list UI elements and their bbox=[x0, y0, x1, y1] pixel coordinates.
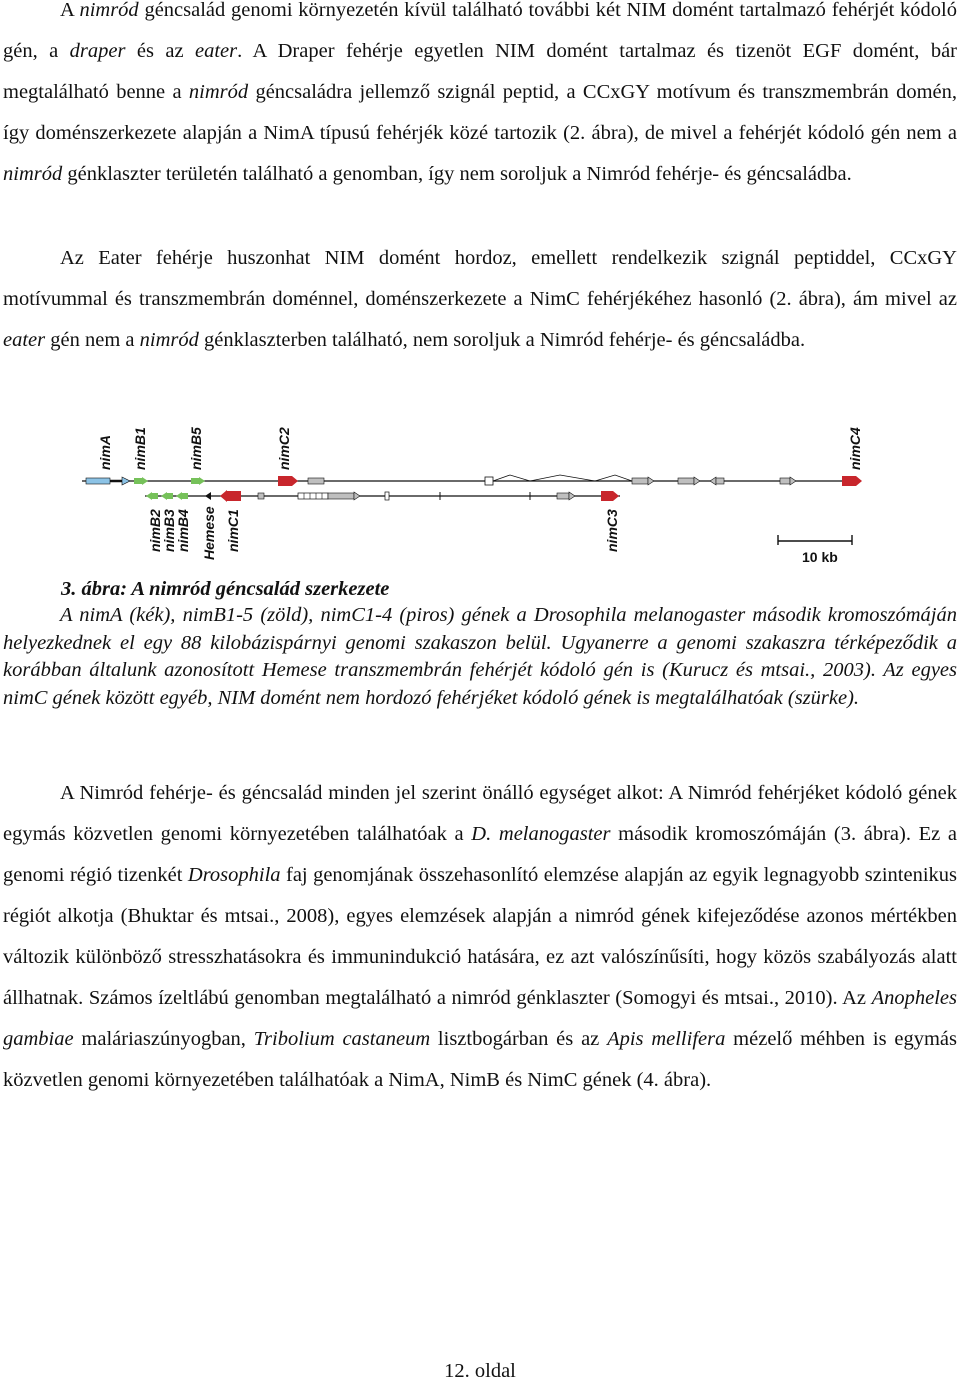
gene-hemese bbox=[205, 492, 211, 500]
gene-label-nimA: nimA bbox=[97, 435, 113, 470]
paragraph-1 bbox=[3, 0, 957, 195]
grey-genes-top bbox=[308, 475, 796, 485]
gene-label-nimB3: nimB3 bbox=[161, 509, 177, 552]
figure-caption-text: A nimA (kék), nimB1-5 (zöld), nimC1-4 (piros) gének a Drosophila melanogaster második kromoszómáján helyezkednek el egy 88 kilobázispárnyi genomi szakaszon belül. Ugyanerre a genomi szakaszra térképeződik a korábban általunk azonosított Hemese transzmembrán fehérjét kódoló gén is (Kurucz és mtsai., 2003). Az egyes nimC gének között egyéb, NIM domént nem hordozó fehérjéket kódoló gének is megtalálhatóak (szürke). bbox=[3, 604, 957, 709]
gene-nimB1 bbox=[134, 477, 148, 485]
gene-nimC2 bbox=[278, 476, 298, 486]
figure-caption-title: 3. ábra: A nimród géncsalád szerkezete bbox=[61, 578, 390, 600]
paragraph-2-text: Az Eater fehérje huszonhat NIM domént hordoz, emellett rendelkezik szignál peptiddel, CCxGY motívummal és transzmembrán doménnel, doménszerkezete a NimC fehérjékéhez hasonló (2. ábra), ám mivel az eater gén nem a nimród génklaszterben található, nem soroljuk a Nimród fehérje- és géncsaládba. bbox=[3, 247, 957, 351]
gene-label-nimC4: nimC4 bbox=[847, 427, 863, 470]
gene-label-nimB5: nimB5 bbox=[188, 427, 204, 470]
scale-bar bbox=[778, 535, 852, 565]
gene-label-nimC1: nimC1 bbox=[225, 509, 241, 552]
gene-nimB5 bbox=[191, 477, 205, 485]
paragraph-2 bbox=[3, 238, 957, 361]
gene-label-nimB2: nimB2 bbox=[147, 509, 163, 552]
gene-nimC3 bbox=[601, 491, 619, 501]
genes-nimB2-B4 bbox=[146, 492, 188, 500]
gene-label-nimC3: nimC3 bbox=[604, 509, 620, 552]
figure-caption-body bbox=[3, 602, 957, 712]
gene-label-nimB1: nimB1 bbox=[132, 427, 148, 470]
gene-nimA bbox=[86, 477, 130, 485]
gene-nimC4 bbox=[842, 476, 862, 486]
page-number: 12. oldal bbox=[444, 1360, 516, 1382]
gene-label-nimB4: nimB4 bbox=[175, 509, 191, 552]
gene-cluster-figure bbox=[60, 420, 880, 570]
paragraph-3 bbox=[3, 773, 957, 1101]
paragraph-3-text: A Nimród fehérje- és géncsalád minden jel szerint önálló egységet alkot: A Nimród fehérjéket kódoló gének egymás közvetlen genomi környezetében találhatóak a D. melanogaster második kromoszómáján (3. ábra). Ez a genomi régió tizenkét Drosophila faj genomjának összehasonlító elemzése alapján az egyik legnagyobb szintenikus régiót alkotja (Bhuktar és mtsai., 2008), egyes elemzések alapján a nimród gének kifejeződése azonos mértékben változik különböző stresszhatásokra és immunindukció hatására, ez azt valószínűsíti, hogy közös szabályozás alatt állhatnak. Számos ízeltlábú genomban megtalálható a nimród génklaszter (Somogyi és mtsai., 2010). Az Anopheles gambiae maláriaszúnyogban, Tribolium castaneum lisztbogárban és az Apis mellifera mézelő méhben is egymás közvetlen genomi környezetében találhatóak a NimA, NimB és NimC gének (4. ábra). bbox=[3, 782, 957, 1091]
paragraph-1-text: A nimród géncsalád genomi környezetén kívül található további két NIM domént tartalmazó fehérjét kódoló gén, a draper és az eater. A Draper fehérje egyetlen NIM domént tartalmaz és tizenöt EGF domént, bár megtalálható benne a nimród géncsaládra jellemző szignál peptid, a CCxGY motívum és transzmembrán domén, így doménszerkezete alapján a NimA típusú fehérjék közé tartozik (2. ábra), de mivel a fehérjét kódoló gén nem a nimród génklaszter területén található a genomban, így nem soroljuk a Nimród fehérje- és géncsaládba. bbox=[3, 0, 958, 185]
gene-label-nimC2: nimC2 bbox=[276, 427, 292, 470]
gene-nimC1 bbox=[220, 490, 241, 502]
gene-label-hemese: Hemese bbox=[201, 506, 217, 560]
scale-bar-label: 10 kb bbox=[802, 549, 838, 565]
